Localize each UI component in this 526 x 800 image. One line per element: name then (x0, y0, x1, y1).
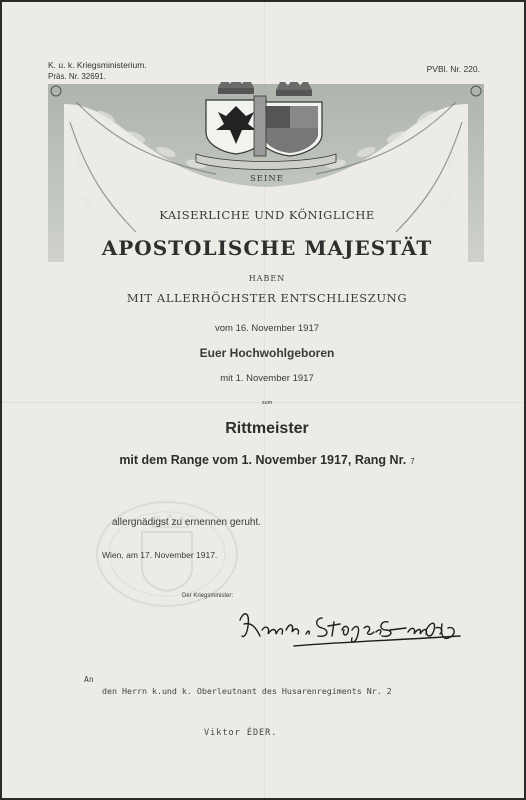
haben-line: HABEN (248, 274, 286, 283)
entschliessung-line: MIT ALLERHÖCHSTER ENTSCHLIESZUNG (126, 291, 408, 305)
minister-signature (230, 600, 470, 672)
ministry-label: K. u. k. Kriegsministerium. (48, 60, 147, 70)
praes-number: Präs. Nr. 32691. (48, 72, 106, 81)
majestaet-heading: APOSTOLISCHE MAJESTÄT (101, 236, 433, 260)
kaiserlich-line: KAISERLICHE UND KÖNIGLICHE (159, 208, 375, 222)
typed-an: An (84, 675, 94, 684)
rang-number: 7 (410, 457, 415, 466)
minister-label: Der Kriegsminister: (182, 593, 234, 599)
effective-date: mit 1. November 1917 (220, 373, 314, 384)
place-date: Wien, am 17. November 1917. (102, 550, 218, 560)
typed-recipient-name: Viktor ÉDER. (204, 728, 278, 738)
header-left (48, 60, 147, 82)
decision-date: vom 16. November 1917 (214, 323, 320, 334)
salutation: Euer Hochwohlgeboren (199, 346, 335, 360)
pvbl-number: PVBl. Nr. 220. (426, 64, 480, 74)
seine-line: SEINE (249, 174, 285, 184)
rang-text: mit dem Range vom 1. November 1917, Rang Nr. (119, 453, 407, 467)
ornamental-frame (46, 82, 486, 292)
rang-line (62, 453, 472, 467)
zum-word: zum (261, 400, 273, 406)
rank-title: Rittmeister (225, 420, 309, 437)
ernennen-line: allergnädigst zu ernennen geruht. (112, 517, 261, 528)
typed-addressee: den Herrn k.und k. Oberleutnant des Husarenregiments Nr. 2 (102, 686, 392, 696)
